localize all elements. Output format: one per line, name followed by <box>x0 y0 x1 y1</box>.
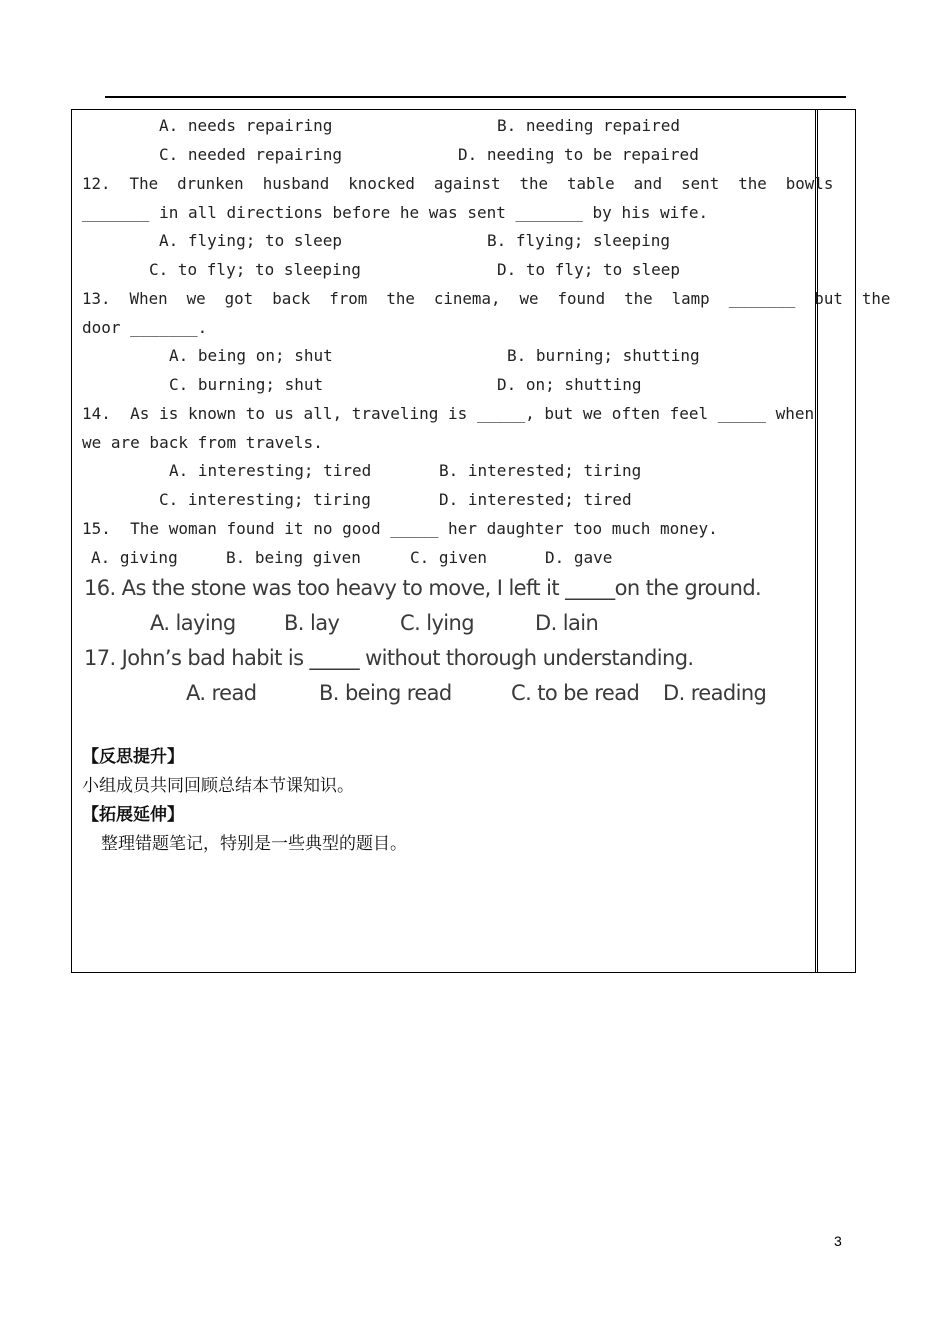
q12-stem-line1: 12. The drunken husband knocked against the table and sent the bowls <box>82 174 834 193</box>
q17-option-a: A. read <box>186 681 257 705</box>
q13-option-c: C. burning; shut <box>169 375 324 394</box>
extension-text: 整理错题笔记，特别是一些典型的题目。 <box>101 834 407 854</box>
q15-option-d: D. gave <box>545 548 613 567</box>
q17-option-c: C. to be read <box>511 681 640 705</box>
q15-stem: 15. The woman found it no good _____ her daughter too much money. <box>82 519 718 538</box>
q11-option-d: D. needing to be repaired <box>458 145 699 164</box>
q16-option-c: C. lying <box>400 611 474 635</box>
q12-option-b: B. flying; sleeping <box>487 231 671 250</box>
q13-option-b: B. burning; shutting <box>507 346 700 365</box>
q14-option-a: A. interesting; tired <box>169 461 372 480</box>
q13-option-d: D. on; shutting <box>497 375 642 394</box>
side-column <box>817 109 856 973</box>
q14-option-b: B. interested; tiring <box>439 461 642 480</box>
q16-option-b: B. lay <box>284 611 340 635</box>
q15-option-a: A. giving <box>91 548 178 567</box>
q12-option-d: D. to fly; to sleep <box>497 260 681 279</box>
q13-option-a: A. being on; shut <box>169 346 333 365</box>
q12-option-a: A. flying; to sleep <box>159 231 343 250</box>
q15-option-c: C. given <box>410 548 488 567</box>
q14-stem-line1: 14. As is known to us all, traveling is _____, but we often feel _____ when <box>82 404 815 423</box>
q17-option-d: D. reading <box>663 681 767 705</box>
q12-stem-line2: _______ in all directions before he was sent _______ by his wife. <box>82 203 709 222</box>
q11-option-c: C. needed repairing <box>159 145 343 164</box>
header-rule <box>105 96 846 98</box>
q12-option-c: C. to fly; to sleeping <box>149 260 361 279</box>
q15-option-b: B. being given <box>226 548 361 567</box>
q13-stem-line2: door _______. <box>82 318 208 337</box>
reflection-text: 小组成员共同回顾总结本节课知识。 <box>82 776 354 796</box>
q11-option-b: B. needing repaired <box>497 116 681 135</box>
q16-option-a: A. laying <box>150 611 236 635</box>
q16-stem: 16. As the stone was too heavy to move, I left it _____on the ground. <box>84 576 762 600</box>
q14-stem-line2: we are back from travels. <box>82 433 323 452</box>
q17-stem: 17. John’s bad habit is _____ without thorough understanding. <box>84 646 694 670</box>
reflection-heading: 【反思提升】 <box>82 747 184 767</box>
q13-stem-line1: 13. When we got back from the cinema, we found the lamp _______ but the <box>82 289 891 308</box>
q17-option-b: B. being read <box>319 681 452 705</box>
q14-option-d: D. interested; tired <box>439 490 632 509</box>
extension-heading: 【拓展延伸】 <box>82 805 184 825</box>
q11-option-a: A. needs repairing <box>159 116 333 135</box>
page-number: 3 <box>834 1233 842 1249</box>
q16-option-d: D. lain <box>535 611 599 635</box>
q14-option-c: C. interesting; tiring <box>159 490 371 509</box>
